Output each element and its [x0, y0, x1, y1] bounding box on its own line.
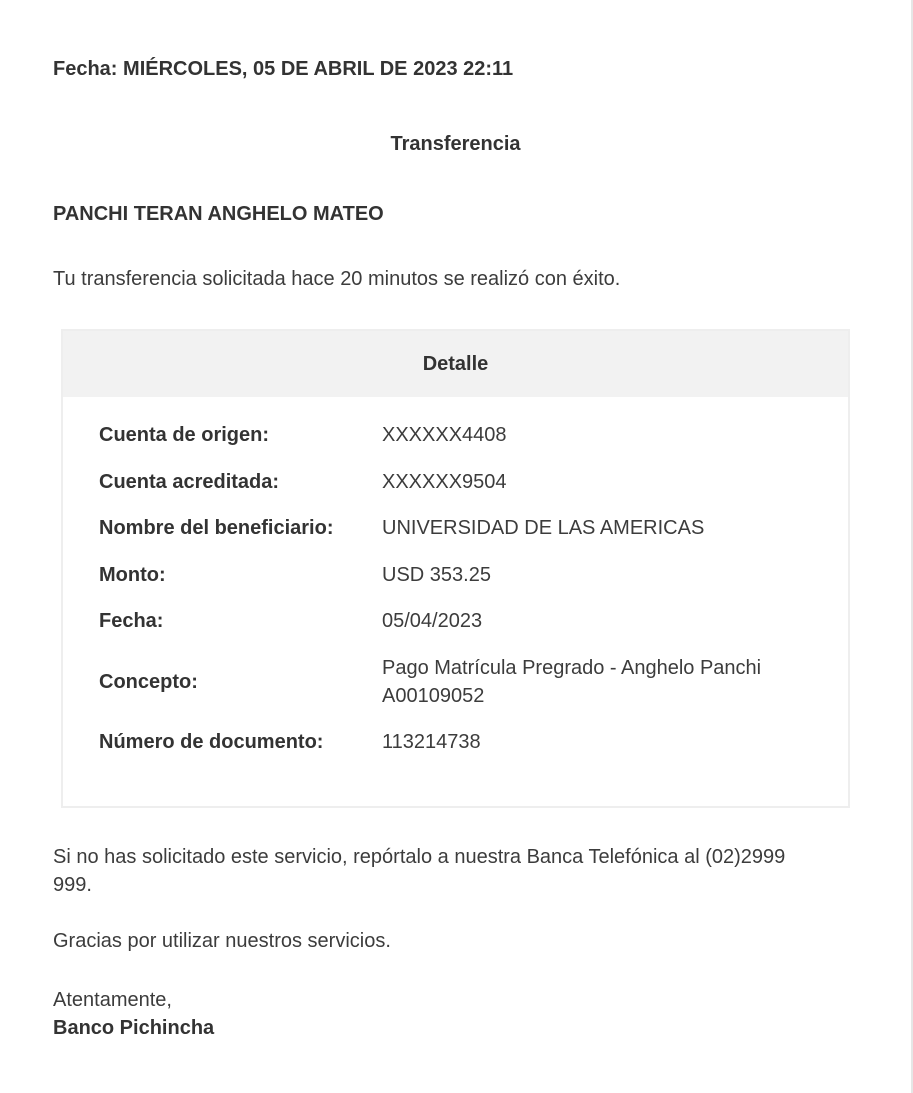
detail-label: Cuenta de origen:	[99, 424, 270, 446]
detail-row-date	[99, 607, 819, 635]
detail-row-credited-account	[99, 468, 819, 496]
detail-value: UNIVERSIDAD DE LAS AMERICAS	[382, 517, 705, 539]
detail-heading: Detalle	[63, 331, 848, 397]
detail-row-document-number	[99, 728, 819, 756]
detail-value: 113214738	[382, 731, 481, 753]
detail-row-concept	[99, 654, 819, 710]
recipient-name: PANCHI TERAN ANGHELO MATEO	[53, 203, 384, 225]
detail-value: Pago Matrícula Pregrado - Anghelo Panchi A00109052	[382, 656, 762, 707]
detail-label: Fecha:	[99, 610, 164, 632]
bank-name: Banco Pichincha	[53, 1017, 215, 1039]
detail-value: 05/04/2023	[382, 610, 483, 632]
detail-label: Concepto:	[99, 670, 198, 693]
detail-label: Nombre del beneficiario:	[99, 517, 334, 539]
page-title: Transferencia	[390, 133, 521, 155]
signature-block	[53, 986, 214, 1042]
detail-card	[61, 329, 850, 808]
confirmation-message: Tu transferencia solicitada hace 20 minutos se realizó con éxito.	[53, 268, 621, 290]
detail-value: XXXXXX9504	[382, 470, 507, 493]
detail-label: Cuenta acreditada:	[99, 470, 280, 493]
date-label: Fecha:	[53, 58, 118, 80]
detail-row-origin-account	[99, 421, 819, 449]
detail-value: XXXXXX4408	[382, 424, 507, 446]
detail-label: Monto:	[99, 563, 166, 586]
closing-text: Atentamente,	[53, 989, 172, 1011]
thanks-text: Gracias por utilizar nuestros servicios.	[53, 930, 391, 952]
report-note: Si no has solicitado este servicio, repórtalo a nuestra Banca Telefónica al (02)2999 999.	[53, 846, 786, 896]
date-value: MIÉRCOLES, 05 DE ABRIL DE 2023 22:11	[123, 58, 514, 80]
detail-table	[99, 421, 819, 775]
date-line	[53, 58, 513, 81]
detail-row-amount	[99, 561, 819, 589]
detail-row-beneficiary	[99, 514, 819, 542]
detail-value: USD 353.25	[382, 563, 491, 586]
detail-label: Número de documento:	[99, 731, 324, 753]
